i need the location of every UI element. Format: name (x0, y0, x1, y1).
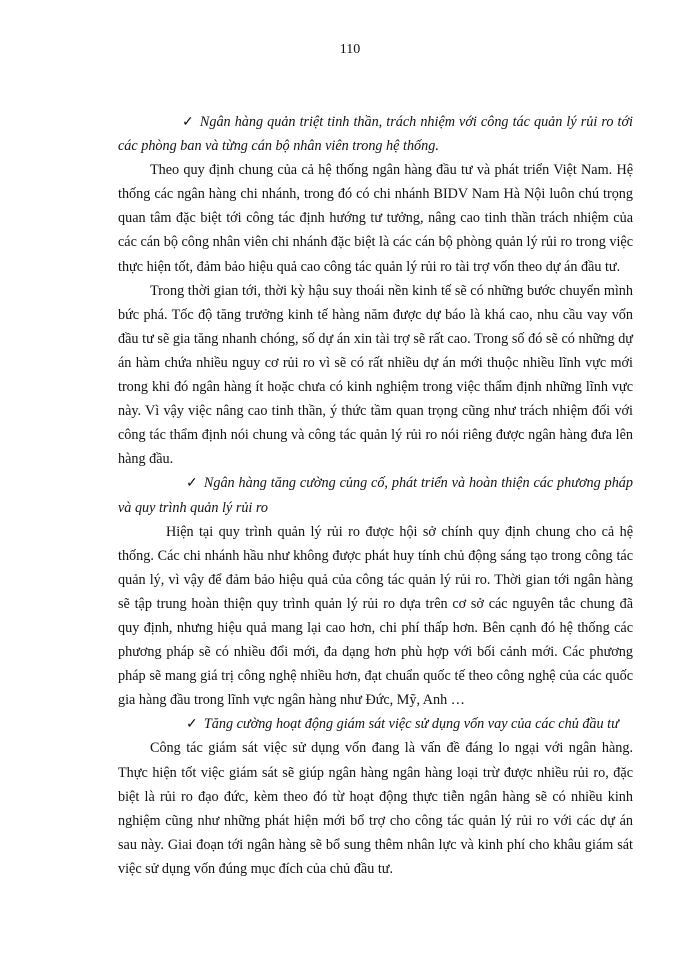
section-heading-1-text: Ngân hàng quản triệt tinh thần, trách nhiệm với công tác quản lý rủi ro tới các phòng ban và từng cán bộ nhân viên trong hệ thống. (118, 114, 633, 155)
paragraph-1: Theo quy định chung của cả hệ thống ngân hàng đầu tư và phát triển Việt Nam. Hệ thống các ngân hàng chi nhánh, trong đó có chi nhánh BIDV Nam Hà Nội luôn chú trọng quan tâm đặc biệt tới công tác định hướng tư tưởng, nâng cao tinh thần trách nhiệm của các cán bộ công nhân viên chi nhánh đặc biệt là các cán bộ phòng quản lý rủi ro trong việc thực hiện tốt, đảm bảo hiệu quả cao công tác quản lý rủi ro tài trợ vốn theo dự án đầu tư. (118, 162, 633, 275)
paragraph-3: Hiện tại quy trình quản lý rủi ro được hội sở chính quy định chung cho cả hệ thống. Các chi nhánh hầu như không được phát huy tính chủ động sáng tạo trong công tác quản lý, vì vậy để đảm bảo hiệu quả của công tác quản lý rủi ro. Thời gian tới ngân hàng sẽ tập trung hoàn thiện quy trình quản lý rủi ro dựa trên cơ sở các nguyên tắc chung đã quy định, nhưng hiệu quả mang lại cao hơn, chi phí thấp hơn. Bên cạnh đó hệ thống các phương pháp sẽ có nhiều đổi mới, đa dạng hơn phù hợp với bối cảnh mới. Các phương pháp sẽ mang giá trị công nghệ nhiều hơn, đạt chuẩn quốc tế theo công nghệ của các quốc gia hàng đầu trong lĩnh vực ngân hàng như Đức, Mỹ, Anh … (118, 523, 633, 709)
checkmark-icon: ✓ (182, 114, 194, 130)
section-heading-3-text: Tăng cường hoạt động giám sát việc sử dụng vốn vay của các chủ đầu tư (203, 716, 619, 733)
section-heading-2 (118, 471, 633, 519)
paragraph-4: Công tác giám sát việc sử dụng vốn đang là vấn đề đáng lo ngại với ngân hàng. Thực hiện tốt việc giám sát sẽ giúp ngân hàng ngân hàng loại trừ được nhiều rủi ro, đặc biệt là rủi ro đạo đức, kèm theo đó từ hoạt động thực tiễn ngân hàng sẽ có nhiều kinh nghiệm cũng như những phát hiện mới bổ trợ cho công tác quản lý rủi ro với các dự án sau này. Giai đoạn tới ngân hàng sẽ bổ sung thêm nhân lực và kinh phí cho khâu giám sát việc sử dụng vốn đúng mục đích của chủ đầu tư. (118, 740, 633, 877)
checkmark-icon: ✓ (186, 716, 198, 733)
section-heading-2-text: Ngân hàng tăng cường củng cố, phát triển và hoàn thiện các phương pháp và quy trình quản lý rủi ro (118, 475, 633, 516)
page-number: 110 (339, 42, 361, 57)
section-heading-1 (118, 110, 633, 158)
checkmark-icon: ✓ (186, 475, 198, 492)
section-heading-3 (118, 712, 633, 736)
paragraph-2: Trong thời gian tới, thời kỳ hậu suy thoái nền kinh tế sẽ có những bước chuyển mình bức phá. Tốc độ tăng trưởng kinh tế hàng năm được dự báo là khá cao, nhu cầu vay vốn đầu tư sẽ gia tăng nhanh chóng, số dự án xin tài trợ sẽ rất cao. Trong số đó sẽ có những dự án hàm chứa nhiều nguy cơ rủi ro vì sẽ có rất nhiều dự án mới thuộc nhiều lĩnh vực mới trong khi đó ngân hàng ít hoặc chưa có kinh nghiệm trong việc thẩm định những lĩnh vực này. Vì vậy việc nâng cao tinh thần, ý thức tầm quan trọng cũng như trách nhiệm đối với công tác thẩm định nói chung và công tác quản lý rủi ro nói riêng được ngân hàng đưa lên hàng đầu. (118, 282, 633, 468)
document-body (118, 110, 633, 881)
